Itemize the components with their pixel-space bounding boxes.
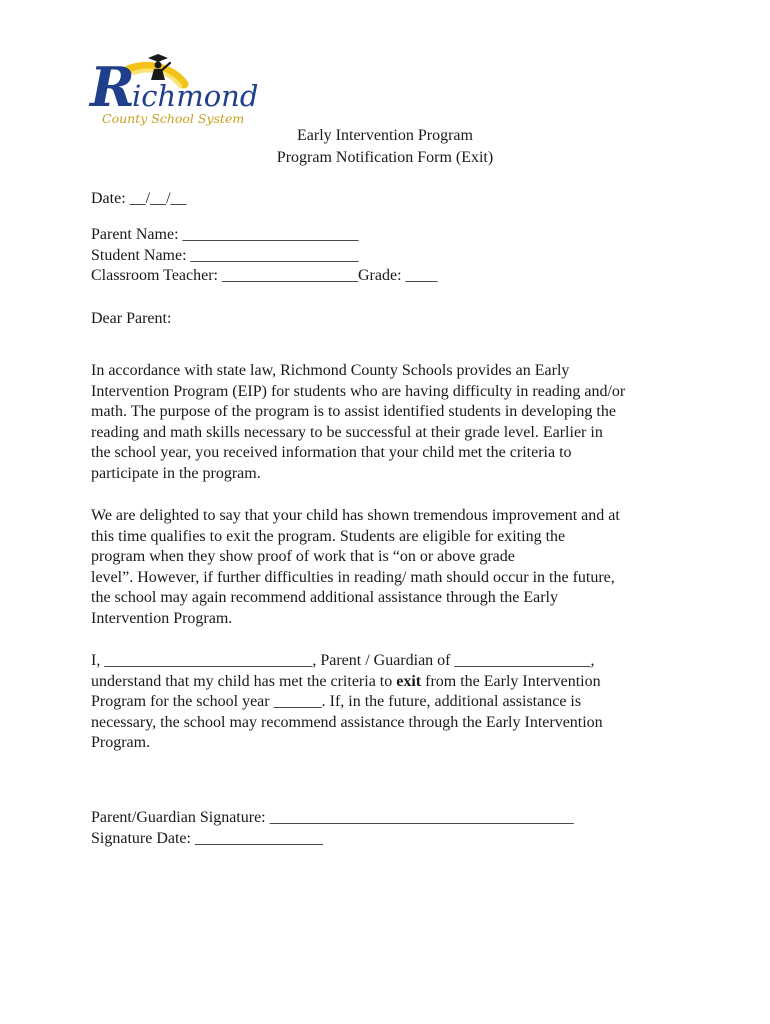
paragraph-1-line: participate in the program. [91,464,261,482]
paragraph-2-line: We are delighted to say that your child has shown tremendous improvement and at [91,507,620,524]
acknowledgement-exit-line [91,672,691,693]
paragraph-2-line: program when they show proof of work that is “on or above grade [91,548,515,565]
classroom-teacher-grade-field[interactable]: Classroom Teacher: _________________Grade: ____ [91,267,438,284]
title-line-2: Program Notification Form (Exit) [276,149,494,166]
paragraph-2-line: the school may again recommend additional assistance through the Early [91,589,558,606]
school-year-line[interactable]: Program for the school year ______. If, in the future, additional assistance is [91,693,582,710]
date-field[interactable]: Date: __/__/__ [91,190,187,207]
paragraph-2-line: this time qualifies to exit the program. Students are eligible for exiting the [91,527,566,545]
paragraph-3-line: necessary, the school may recommend assistance through the Early Intervention [91,713,603,731]
logo-subtitle: County School System [102,111,245,126]
exit-line-after: from the Early Intervention [421,672,601,690]
signature-section [91,808,691,849]
salutation: Dear Parent: [91,310,172,327]
paragraph-1-line: Intervention Program (EIP) for students who are having difficulty in reading and/or [91,382,626,400]
form-title [0,125,770,169]
exit-keyword: exit [396,672,422,690]
logo-wordmark: ichmond [132,79,259,113]
paragraph-1-line: reading and math skills necessary to be successful at their grade level. Earlier in [91,423,603,441]
logo-initial: R [90,55,135,119]
paragraph-1 [91,361,691,484]
paragraph-1-line: the school year, you received information that your child met the criteria to [91,444,572,461]
salutation-section [91,309,691,330]
paragraph-2 [91,506,691,629]
exit-line-before: understand that my child has met the criteria to [91,672,397,690]
paragraph-1-line: math. The purpose of the program is to assist identified students in developing the [91,403,616,420]
paragraph-2-line: level”. However, if further difficulties in reading/ math should occur in the future, [91,568,615,586]
logo-graphic [88,44,263,126]
paragraph-1-line: In accordance with state law, Richmond County Schools provides an Early [91,362,570,379]
paragraph-2-line: Intervention Program. [91,609,233,627]
paragraph-3-line: Program. [91,734,151,751]
title-line-1: Early Intervention Program [297,127,473,144]
acknowledgement-blanks-line[interactable]: I, __________________________, Parent / Guardian of _________________, [91,652,595,669]
richmond-county-logo [88,44,263,126]
parent-name-field[interactable]: Parent Name: ______________________ [91,226,359,243]
paragraph-3 [91,651,691,754]
date-section [91,189,691,210]
signature-date-field[interactable]: Signature Date: ________________ [91,829,323,847]
student-name-field[interactable]: Student Name: _____________________ [91,246,359,264]
info-fields [91,225,691,287]
guardian-signature-field[interactable]: Parent/Guardian Signature: ______________________________________ [91,809,574,826]
